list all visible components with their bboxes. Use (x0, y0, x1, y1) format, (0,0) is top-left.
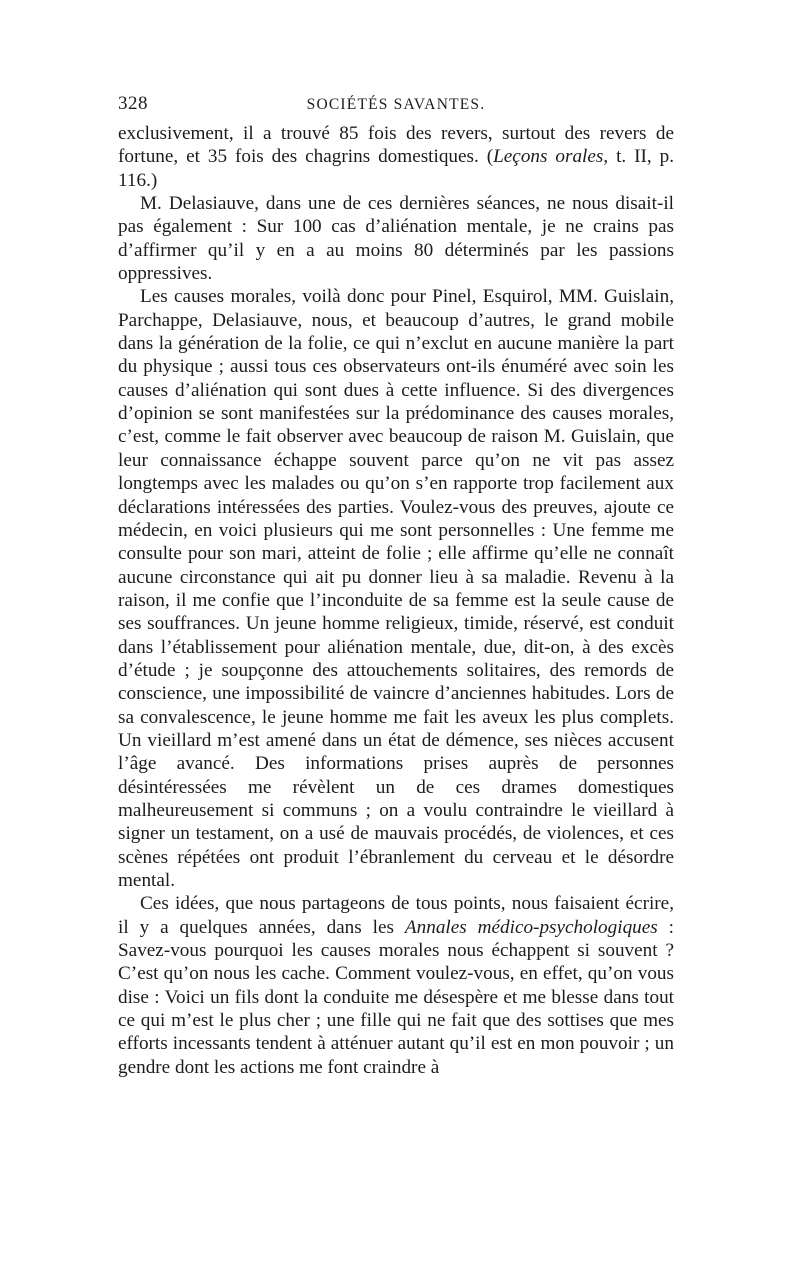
paragraph-1-after: , t. II, p. 116.) (118, 146, 674, 191)
paragraph-1 (118, 122, 674, 192)
paragraph-4-text: Ces idées, que nous partageons de tous points, nous faisaient écrire, il y a quelques années, dans les (118, 893, 674, 938)
paragraph-1-text: exclusivement, il a trouvé 85 fois des revers, surtout des revers de fortune, et 35 fois des chagrins domestiques. ( (118, 123, 674, 168)
paragraph-1-italic: Leçons orales (493, 146, 604, 168)
paragraph-4-italic: Annales médico-psychologiques (404, 916, 658, 938)
page-number: 328 (118, 93, 148, 114)
paragraph-4 (118, 892, 674, 1079)
running-header (118, 92, 674, 122)
book-page (118, 92, 674, 1079)
paragraph-2-text: M. Delasiauve, dans une de ces dernières séances, ne nous disait-il pas également : Sur 100 cas d’aliénation mentale, je ne crains pas d’affirmer qu’il y en a au moins 80 déterminés par les passions oppressives. (118, 193, 674, 285)
running-title: SOCIÉTÉS SAVANTES. (306, 96, 486, 113)
paragraph-3-text: Les causes morales, voilà donc pour Pinel, Esquirol, MM. Guislain, Parchappe, Delasiauve, nous, et beaucoup d’autres, le grand mobile dans la génération de la folie, ce qui n’exclut en aucune manière la part du physique ; aussi tous ces observateurs ont-ils énuméré avec soin les causes d’aliénation qui sont dues à cette influence. Si des divergences d’opinion se sont manifestées sur la prédominance des causes morales, c’est, comme le fait observer avec beaucoup de raison M. Guislain, que leur connaissance échappe souvent parce qu’on ne vit pas assez longtemps avec les malades ou qu’on s’en rapporte trop facilement aux déclarations intéressées des parties. Voulez-vous des preuves, ajoute ce médecin, en voici plusieurs qui me sont personnelles : Une femme me consulte pour son mari, atteint de folie ; elle affirme qu’elle ne connaît aucune circonstance qui ait pu donner lieu à sa maladie. Revenu à la raison, il me confie que l’inconduite de sa femme est la seule cause de ses souffrances. Un jeune homme religieux, timide, réservé, est conduit dans l’établissement pour aliénation mentale, due, dit-on, à des excès d’étude ; je soupçonne des attouchements solitaires, des remords de conscience, une impossibilité de vaincre d’anciennes habitudes. Lors de sa convalescence, le jeune homme me fait les aveux les plus complets. Un vieillard m’est amené dans un état de démence, ses nièces accusent l’âge avancé. Des informations prises auprès de personnes désintéressées me révèlent un de ces drames domestiques malheureusement si communs ; on a voulu contraindre le vieillard à signer un testament, on a usé de mauvais procédés, de violences, et ces scènes répétées ont produit l’ébranlement du cerveau et le désordre mental. (118, 286, 674, 891)
paragraph-3 (118, 285, 674, 892)
paragraph-4-after: : Savez-vous pourquoi les causes morales nous échappent si souvent ? C’est qu’on nous les cache. Comment voulez-vous, en effet, qu’on vous dise : Voici un fils dont la conduite me désespère et me blesse dans tout ce qui m’est le plus cher ; une fille qui ne fait que des sottises que mes efforts incessants tendent à atténuer autant qu’il est en mon pouvoir ; un gendre dont les actions me font craindre à (118, 916, 674, 1078)
paragraph-2 (118, 192, 674, 285)
